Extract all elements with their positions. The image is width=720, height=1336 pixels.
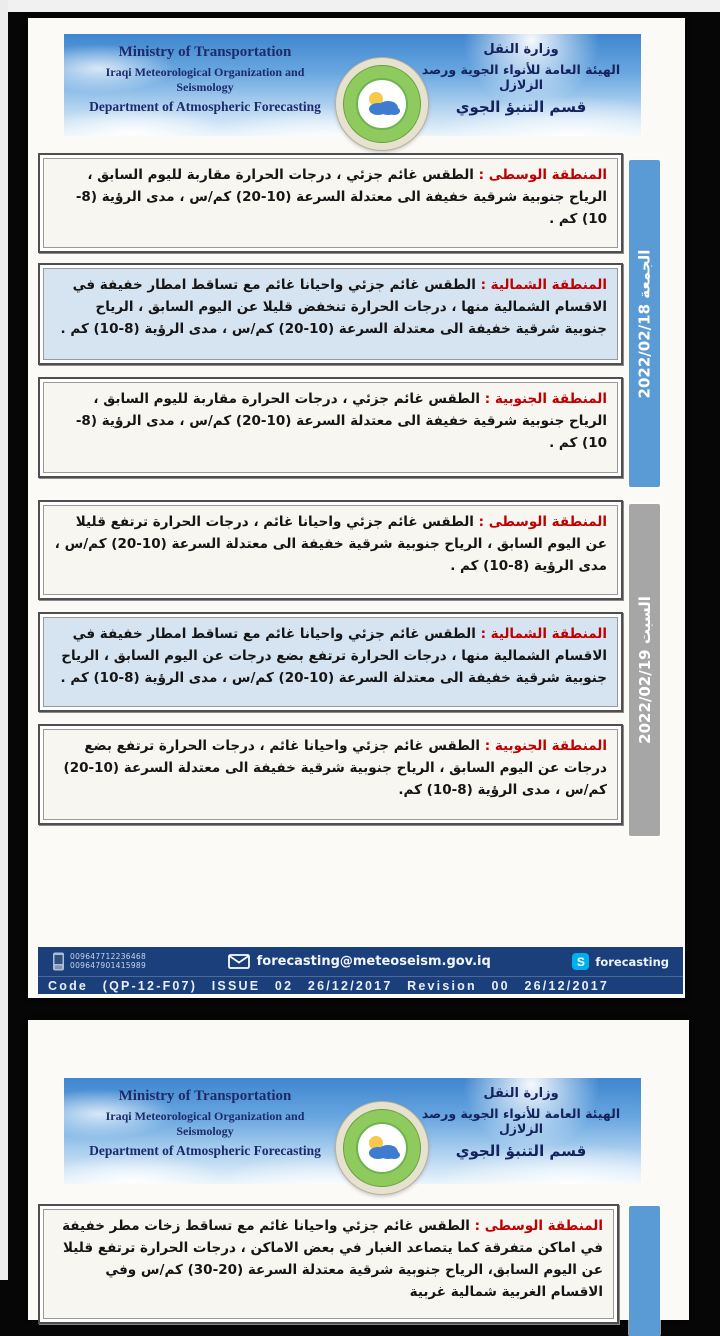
region-label: المنطقة الجنوبية : — [484, 391, 607, 407]
ministry-title-ar: وزارة النقل — [483, 1086, 559, 1101]
forecast-box-saturday-northern — [38, 612, 623, 712]
organization-title-ar: الهيئة العامة للأنواء الجوية ورصد الزلازل — [421, 1106, 621, 1136]
letterhead-banner-2 — [64, 1078, 641, 1184]
ministry-title-ar: وزارة النقل — [483, 42, 559, 57]
envelope-icon — [228, 954, 250, 969]
forecast-box-friday-northern — [38, 263, 623, 365]
forecast-box-saturday-central — [38, 500, 623, 600]
photo-edge-top — [0, 0, 720, 12]
region-label: المنطقة الوسطى : — [478, 167, 607, 183]
phone-number-2: 009647901415989 — [70, 960, 147, 970]
seal-center — [356, 1122, 408, 1174]
forecast-box-friday-central — [38, 153, 623, 253]
forecast-text — [43, 268, 618, 360]
letterhead-english — [80, 1088, 330, 1159]
seal-green-ring — [343, 65, 421, 143]
seal-green-ring — [343, 1109, 421, 1187]
phone-number-1: 009647712236468 — [70, 951, 147, 961]
region-label: المنطقة الشمالية : — [480, 277, 607, 293]
sun-cloud-icon — [364, 1135, 400, 1161]
seal-center — [356, 78, 408, 130]
region-label: المنطقة الشمالية : — [480, 626, 607, 642]
forecast-text — [43, 1209, 614, 1319]
letterhead-banner — [64, 34, 641, 136]
department-title-ar: قسم التنبؤ الجوي — [455, 98, 587, 116]
forecast-text — [43, 505, 618, 595]
forecast-text — [43, 158, 618, 248]
document-code-row — [38, 976, 683, 994]
forecast-box-friday-southern — [38, 377, 623, 478]
footer-contact-row — [38, 947, 683, 976]
organization-title-en: Iraqi Meteorological Organization and Seismology — [105, 1109, 305, 1138]
date-strip-page2 — [629, 1206, 660, 1336]
region-label: المنطقة الوسطى : — [474, 1218, 603, 1234]
forecast-body: الطقس غائم جزئي ، درجات الحرارة مقاربة لليوم السابق ، الرياح جنوبية شرقية خفيفة الى معتدلة السرعة (10-20) كم/س ، مدى الرؤية (8-10) كم . — [75, 391, 607, 451]
ministry-title-en: Ministry of Transportation — [118, 44, 292, 60]
date-strip-friday — [629, 160, 660, 487]
forecast-body: الطقس غائم جزئي واحيانا غائم ، درجات الحرارة ترتفع قليلا عن اليوم السابق ، الرياح جنوبية شرقية خفيفة الى معتدلة السرعة (10-20) كم/س ، مدى الرؤية (8-10) كم . — [54, 514, 607, 574]
forecast-body: الطقس غائم جزئي واحيانا غائم ، درجات الحرارة ترتفع بضع درجات عن اليوم السابق ، الرياح جنوبية شرقية خفيفة الى معتدلة السرعة (10-20) كم/س ، مدى الرؤية (8-10) كم. — [63, 738, 607, 798]
letterhead-english — [80, 44, 330, 115]
phone-contact — [52, 952, 146, 971]
forecast-box-page2-central — [38, 1204, 619, 1324]
forecast-body: الطقس غائم جزئي واحيانا غائم مع تساقط امطار خفيفة في الاقسام الشمالية منها ، درجات الحرارة ترتفع بضع درجات عن اليوم السابق ، الرياح جنوبية شرقية خفيفة الى معتدلة السرعة (10-20) كم/س ، مدى الرؤية (8-10) كم . — [60, 626, 607, 686]
skype-contact — [572, 953, 669, 970]
forecast-body: الطقس غائم جزئي واحيانا غائم مع تساقط امطار خفيفة في الاقسام الشمالية منها ، درجات الحرارة تنخفض قليلا عن اليوم السابق ، الرياح جنوبية شرقية خفيفة الى معتدلة السرعة (10-20) كم/س ، مدى الرؤية (8-10) كم . — [60, 277, 607, 337]
forecast-page-1 — [28, 18, 685, 998]
region-label: المنطقة الجنوبية : — [484, 738, 607, 754]
department-title-en: Department of Atmospheric Forecasting — [89, 1143, 321, 1158]
letterhead-arabic — [411, 1086, 631, 1160]
footer-contact-bar — [38, 947, 683, 994]
forecast-page-2 — [28, 1020, 689, 1320]
organization-title-ar: الهيئة العامة للأنواء الجوية ورصد الزلازل — [421, 62, 621, 92]
email-contact — [228, 954, 491, 969]
letterhead-arabic — [411, 42, 631, 116]
forecast-text — [43, 729, 618, 820]
skype-username: forecasting — [595, 954, 669, 969]
skype-icon: S — [572, 953, 589, 970]
region-label: المنطقة الوسطى : — [478, 514, 607, 530]
organization-title-en: Iraqi Meteorological Organization and Seismology — [105, 65, 305, 94]
forecast-text — [43, 382, 618, 473]
forecast-body: الطقس غائم جزئي واحيانا غائم مع تساقط زخات مطر خفيفة في اماكن متفرقة كما يتصاعد الغبار في بعض الاماكن ، درجات الحرارة ترتفع قليلا عن اليوم السابق، الرياح جنوبية شرقية معتدلة السرعة (20-30) كم/س وفي الاقسام الغربية شمالية غربية — [62, 1218, 603, 1300]
date-strip-friday-label: الجمعة 2022/02/18 — [635, 249, 654, 398]
email-address: forecasting@meteoseism.gov.iq — [256, 954, 491, 969]
mobile-phone-icon — [52, 952, 65, 971]
phone-numbers — [70, 953, 146, 970]
department-title-ar: قسم التنبؤ الجوي — [455, 1142, 587, 1160]
document-code-text: Code (QP-12-F07) ISSUE 02 26/12/2017 Revision 00 26/12/2017 — [48, 978, 610, 993]
department-title-en: Department of Atmospheric Forecasting — [89, 99, 321, 114]
forecast-body: الطقس غائم جزئي ، درجات الحرارة مقاربة لليوم السابق ، الرياح جنوبية شرقية خفيفة الى معتدلة السرعة (10-20) كم/س ، مدى الرؤية (8-10) كم . — [75, 167, 607, 227]
sun-cloud-icon — [364, 91, 400, 117]
forecast-text — [43, 617, 618, 707]
date-strip-saturday-label: السبت 2022/02/19 — [635, 596, 654, 744]
forecast-box-saturday-southern — [38, 724, 623, 825]
photo-edge-left — [0, 0, 8, 1280]
date-strip-saturday — [629, 504, 660, 836]
ministry-title-en: Ministry of Transportation — [118, 1088, 292, 1104]
